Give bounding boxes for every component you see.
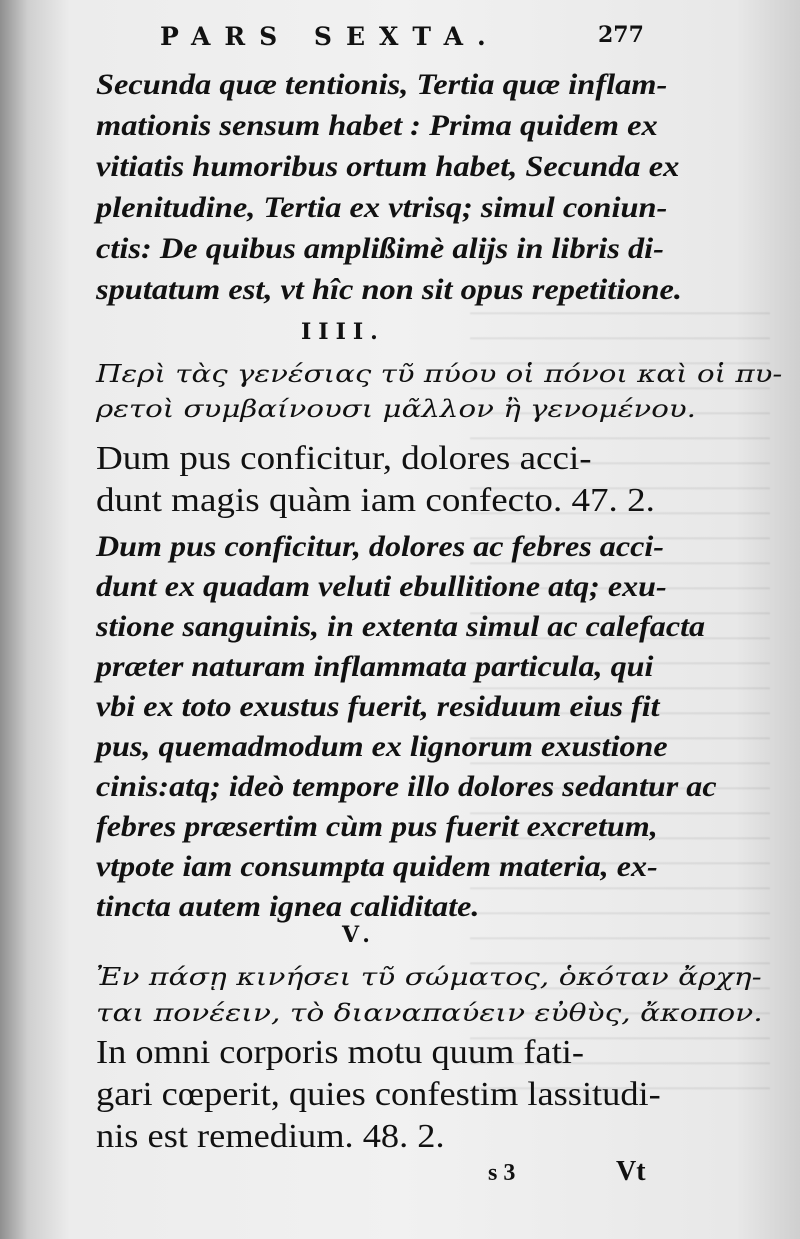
latin-aphorism-line-2: dunt magis quàm iam confecto. 47. 2. [96,482,655,519]
opening-line-6: sputatum est, vt hîc non sit opus repetitione. [96,273,682,306]
greek-aphorism-line-1: Περὶ τὰς γενέσιας τῦ πύου οἱ πόνοι καὶ οἱ πυ- [96,360,783,388]
latin-aphorism-v-line-3: nis est remedium. 48. 2. [96,1118,445,1155]
commentary-line-8: febres præsertim cùm pus fuerit excretum, [96,810,658,843]
greek-aphorism-line-2: ρετοὶ συμβαίνουσι μᾶλλον ἢ γενομένου. [96,395,696,423]
commentary-line-5: vbi ex toto exustus fuerit, residuum eius fit [96,690,660,723]
opening-line-1: Secunda quæ tentionis, Tertia quæ inflam- [96,68,668,101]
commentary-line-10: tincta autem ignea caliditate. [96,890,480,923]
page-text-block [96,0,783,1239]
commentary-line-1: Dum pus conficitur, dolores ac febres acci- [96,530,664,563]
catchword: Vt [616,1156,646,1187]
commentary-line-2: dunt ex quadam veluti ebullitione atq; exu- [96,570,667,603]
commentary-line-9: vtpote iam consumpta quidem materia, ex- [96,850,658,883]
running-header: PARS SEXTA. [160,22,500,51]
latin-aphorism-v-line-1: In omni corporis motu quum fati- [96,1034,585,1071]
signature-mark: s 3 [488,1160,516,1186]
section-heading-v: V. [342,922,377,948]
commentary-line-6: pus, quemadmodum ex lignorum exustione [96,730,668,763]
greek-aphorism-v-line-2: ται πονέειν, τὸ διαναπαύειν εὐθὺς, ἄκοπον. [96,999,763,1027]
latin-aphorism-v-line-2: gari cœperit, quies confestim lassitudi- [96,1076,661,1113]
commentary-line-3: stione sanguinis, in extenta simul ac calefacta [96,610,706,643]
latin-aphorism-line-1: Dum pus conficitur, dolores acci- [96,440,592,477]
page-number: 277 [598,22,644,48]
opening-line-4: plenitudine, Tertia ex vtrisq; simul coniun- [96,191,668,224]
opening-line-3: vitiatis humoribus ortum habet, Secunda ex [96,150,680,183]
opening-line-2: mationis sensum habet : Prima quidem ex [96,109,658,142]
section-heading-iiii: IIII. [301,319,385,345]
greek-aphorism-v-line-1: Ἐν πάσῃ κινήσει τῦ σώματος, ὁκόταν ἄρχη- [96,963,762,991]
opening-line-5: ctis: De quibus amplißimè alijs in libris di- [96,232,664,265]
commentary-line-4: præter naturam inflammata particula, qui [96,650,654,683]
commentary-line-7: cinis:atq; ideò tempore illo dolores sedantur ac [96,770,717,803]
